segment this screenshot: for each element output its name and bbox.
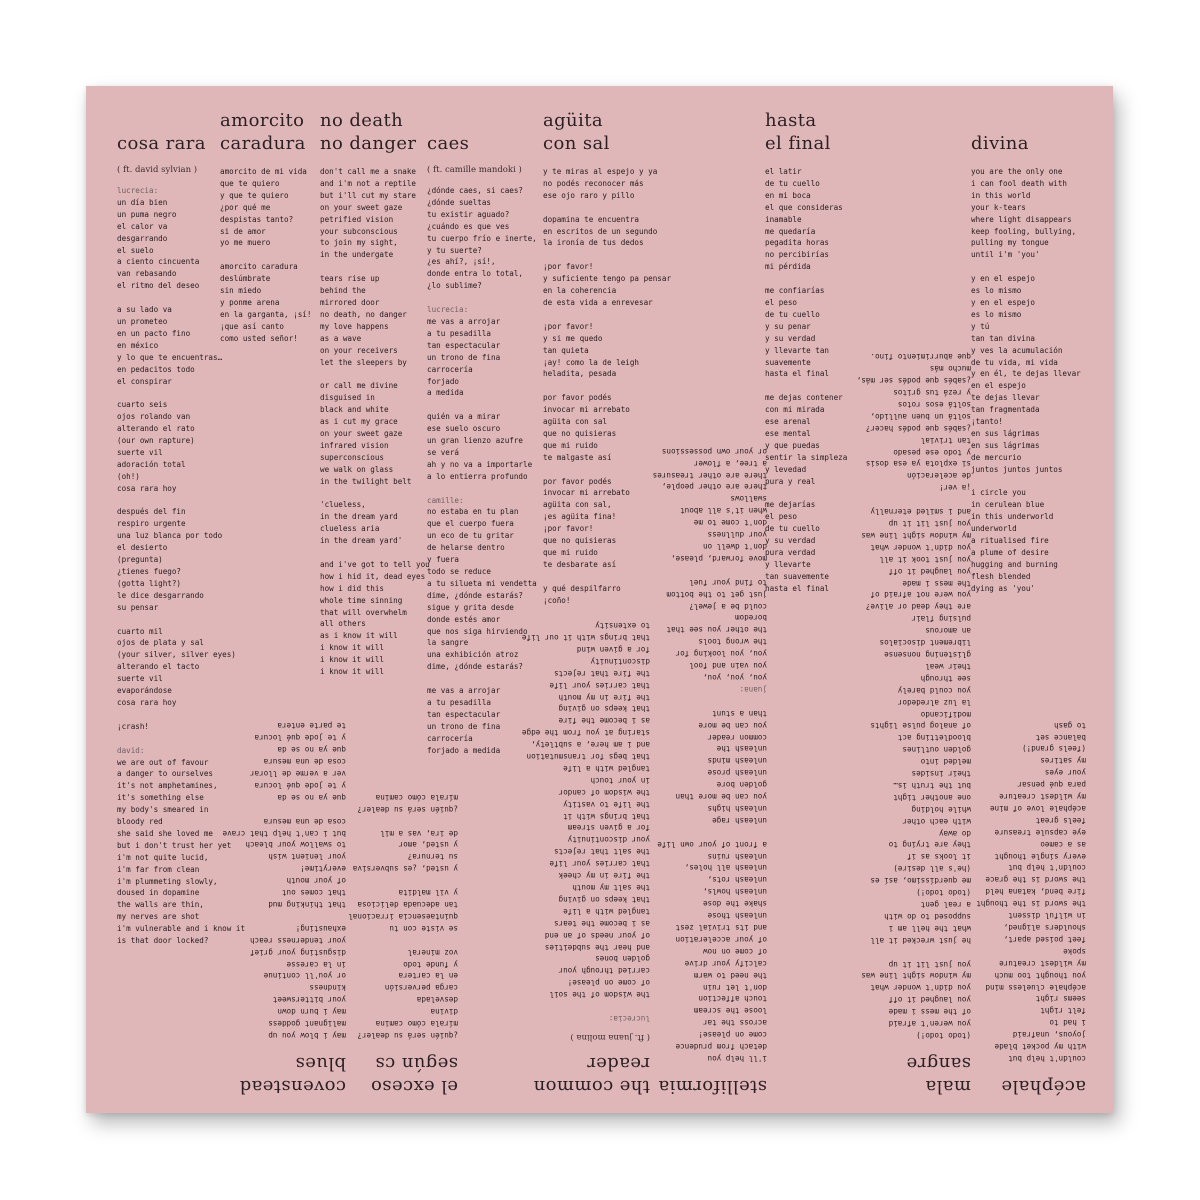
song-title: caes xyxy=(427,133,470,154)
song-title: acéphale xyxy=(1001,1076,1086,1097)
song-title: agüita con sal xyxy=(543,110,610,154)
song-no-death-no-danger xyxy=(320,109,430,678)
song-title: hasta el final xyxy=(765,110,831,154)
song-acephale xyxy=(976,616,1086,1098)
song-lyrics: don't call me a snake and i'm not a reptile but i'll cut my stare on your sweet gaze petrified vision your subconscious to join my sight, in the undergate tears rise up behind the mirrored door no death, no danger my love happens as a wave on your receivers let the sleepers by or call me divine disguised in black and white as i cut my grace on your sweet gaze infrared vision superconscious we walk on glass in the twilight belt 'clueless, in the dream yard clueless aria in the dream yard' and i've got to tell you how i hid it, dead eyes how i did this whole time sinning that will overwhelm all others as i know it will i know it will i know it will i know it will xyxy=(320,167,430,677)
song-byline: ( ft. camille mandoki ) xyxy=(427,165,522,175)
song-title: no death no danger xyxy=(320,110,417,154)
song-stelliformia xyxy=(652,316,767,1098)
song-byline: ( ft. juana molina ) xyxy=(570,1032,650,1042)
song-byline: ( ft. david sylvian ) xyxy=(117,165,198,175)
song-lyrics: you are the only one i can fool death with in this world your k-tears where light disappears keep fooling, bullying, pulling my tongue until i'm 'you' y en el espejo es lo mismo y en el espejo es lo mismo y tú tan tan divina y ves la acumulación de tu vida, mi vida y en él, te dejas llevar en el espejo te dejas llevar tan fragmentada ¡tanto! en sus lágrimas en sus lágrimas de mercurio juntos juntos juntos i circle you in cerulean blue in this underworld underworld a ritualised fire a plume of desire hugging and burning flesh blended dying as 'you' xyxy=(971,167,1081,593)
song-mala-sangre xyxy=(856,233,971,1098)
song-title: stelliformia xyxy=(658,1076,767,1097)
song-title: divina xyxy=(971,133,1029,154)
song-lyrics: amorcito de mi vida que te quiero y que te quiero ¿por qué me despistas tanto? si de amor yo me muero amorcito caradura deslúmbrate sin miedo y ponme arena en la garganta, ¡sí! ¡que así canto como usted señor! xyxy=(220,167,312,343)
song-amorcito-caradura xyxy=(220,109,318,345)
song-title: cosa rara xyxy=(117,133,206,154)
song-title: mala sangre xyxy=(906,1053,971,1097)
song-title: amorcito caradura xyxy=(220,110,306,154)
song-lyrics: lucrecia: un día bien un puma negro el calor va desgarrando el suelo a ciento cincuenta van rebasando el ritmo del deseo a su lado va un prometeo en un pacto fino en méxico y lo que te encuentras… en pedacitos todo el conspirar cuarto seis ojos rolando van alterando el rato (our own rapture) suerte vil adoración total (oh!) cosa rara hoy después del fin respiro urgente una luz blanca por todo el desierto (pregunta) ¿tienes fuego? (gotta light?) le dice desgarrando su pensar cuarto mil ojos de plata y sal (your silver, silver eyes) alterando el tacto suerte vil evaporándose cosa rara hoy ¡crash! david: we are out of favour a danger to ourselves it's not amphetamines, it's something else my body's smeared in bloody red she said she loved me but i don't trust her yet i'm not quite lucid, i'm far from clean i'm plummeting slowly, doused in dopamine the walls are thin, my nerves are shot i'm vulnerable and i know it is that door locked? xyxy=(117,186,246,946)
song-aguita-con-sal xyxy=(543,109,672,607)
song-title: the common reader xyxy=(533,1053,650,1097)
song-lyrics: ¿dónde caes, si caes? ¿dónde sueltas tu existir aguado? ¿cuándo es que ves tu cuerpo frío e inerte, y tu suerte? ¿es ahí?, ¡sí!, donde entra lo total, ¿lo sublime? lucrecia: me vas a arrojar a tu pesadilla tan espectacular un trono de fina carrocería forjado a medida quién va a mirar ese suelo oscuro un gran lienzo azufre se verá ah y no va a importarle a lo entierra profundo camille: no estaba en tu plan que el cuerpo fuera un eco de tu gritar de helarse dentro y fuera todo se reduce a tu silueta mi vendetta dime, ¿dónde estarás? sigue y grita desde donde estés amor que nos siga hirviendo la sangre una exhibición atroz dime, ¿dónde estarás? me vas a arrojar a tu pesadilla tan espectacular un trono de fina carrocería forjado a medida xyxy=(427,186,537,755)
song-the-common-reader xyxy=(520,616,650,1098)
song-el-exceso-segun-cs xyxy=(340,706,458,1098)
song-divina xyxy=(971,109,1083,595)
album-lyric-sheet xyxy=(86,86,1113,1113)
song-title: covenstead blues xyxy=(239,1053,346,1097)
song-lyrics: ¿quién será su dealer? mírala cómo camina divina desvelada carga perversión en la cartera y funde todo voz mineral se viste con tu quintaesencia irracional tan adecuada deliciosa y vil maldita y usted, ¿es subversiva su ternura? y usted, amor de ira, vas a mil ¿quién será su dealer? mírala cómo camina xyxy=(348,792,458,1040)
song-lyrics: el latir de tu cuello en mi boca el que consideras inamable me quedaría pegadita horas no percibirías mi pérdida me confiarías el peso de tu cuello y su penar y su verdad y llevarte tan suavemente hasta el final me dejas contener con mi mirada ese arenal ese mental y que puedas sentir la simpleza y levedad pura y real me dejarías el peso de tu cuello y su verdad pura verdad y llevarte tan suavemente hasta el final xyxy=(765,167,848,593)
song-lyrics: lucrecia: the wisdom of the soil of come on please! carried through your golden bones and hear the subdeities of your needs of an end as i become the tears tangled with a life that keeps on giving the salt my mouth the fire in my cheek that carries your life the salt that rejects your discontinuity for a given stream that brings with it the life to vastity the wisdom of candor in your touch tangled with a life that begs for transmutation and i am here, a subtlety, staring at you from the edge as i become the fire that keeps on giving the fire in my mouth that carries your life the fire that rejects discontinuity for a given wind that brings with it our life to extensity xyxy=(521,621,650,1023)
song-hasta-el-final xyxy=(765,109,855,595)
song-title: el exceso según cs xyxy=(370,1053,458,1097)
song-covenstead-blues xyxy=(222,706,346,1098)
song-lyrics: couldn't help but with my pocket blade joyous, unafraid i had to felt right seems right acéphale clueless mind you thought too much my wildest creature spoke feet poised apart, shoulders aligned, in wilful dissent the sword is the thought fire bend, katana held the sword is the grace couldn't help but every single thought as a cameo eye capsule treasure feels great acéphale love of mine my wildest creature para qué pensar your eyes my satires (feels grand!) balance set to gash xyxy=(976,720,1086,1063)
song-lyrics: may i blow you up malignant goddess may i burn down your bittersweet kindness or you'll continue in la caresse disgusting your grief your tenderness reach exhausting! that thinking mud that comes out of your mouth everytime! your lenient wish to swallow your bleach but i can't help that crave cosa de una mesura que ya no se da y te jode qué locura ver a verme de llorar cosa de una mesura que ya no se da y te jode qué locura te parte entera xyxy=(222,721,346,1040)
song-lyrics: i'll help you detach from prudence come on please! across the tar loose the scream touch affection don't let ruin the need to warm calcify your drive of come on now of your acceleration and its trivial zest unleash those shake the dose unleash howls, unleash rots, unleash all holes, unleash ruins a front of your own life unleash rage unleash highs you can be more than golden bore unleash prose unleash minds unleash the common reader you can be more than a stunt juana: you, you, you, you vain and fool you, you looking for the wrong tools the other you see that boredom could be a jewel? just get to the bottom to find your fuel move forward, please, don't dwell on your dullness don't come to me when it's all about swallows there are other people, there are other treasures a tree, a flower or your own possessions xyxy=(652,446,767,1063)
song-lyrics: (todo todo!) you weren't afraid of the mess i made you laughed it off you didn't wonder what my window sight line was you just lit it up he just wrecked it all what the hell am i supposed to do with a real gent (todo todo!) me querdíssimo, así es (he's all desire) it looks as if they are trying to do away with each other while holding one another tight but the truth is… their insides melded into golden outlines bloodletting act of analog pulse lights modificando la luz alrededor you could barely see through their weal glistening nonsense librement disocialos an amorous pulsing flair are they dead or alive? you were not afraid of the mess i made you laughed it off you just took it all you didn't wonder what my window sight line was you just lit it up and i smiled eternally ¡a ver! de aceleración si explota ya esa dosis y todo ese pesado tan trivial ¿sabés que podés hacer? soltá un buen aullido, soltá esos rotos y rezá tus gritos ¿sabés que podés ser más, mucho más que aburrimiento fino. xyxy=(856,352,971,1040)
song-lyrics: y te miras al espejo y ya no podés reconocer más ese ojo raro y pillo dopamina te encuentra en escritos de un segundo la ironía de tus dedos ¡por favor! y suficiente tengo pa pensar en la coherencia de esta vida a enrevesar ¡por favor! y si me quedo tan quieta ¡ay! como la de leigh heladita, pesada por favor podés invocar mi arrebato agüita con sal que no quisieras que mi ruido te malgaste así por favor podés invocar mi arrebato agüita con sal, ¡es agüita fina! ¡por favor! que no quisieras que mi ruido te desbarate así y qué despilfarro ¡coño! xyxy=(543,167,672,605)
song-cosa-rara xyxy=(117,132,246,947)
